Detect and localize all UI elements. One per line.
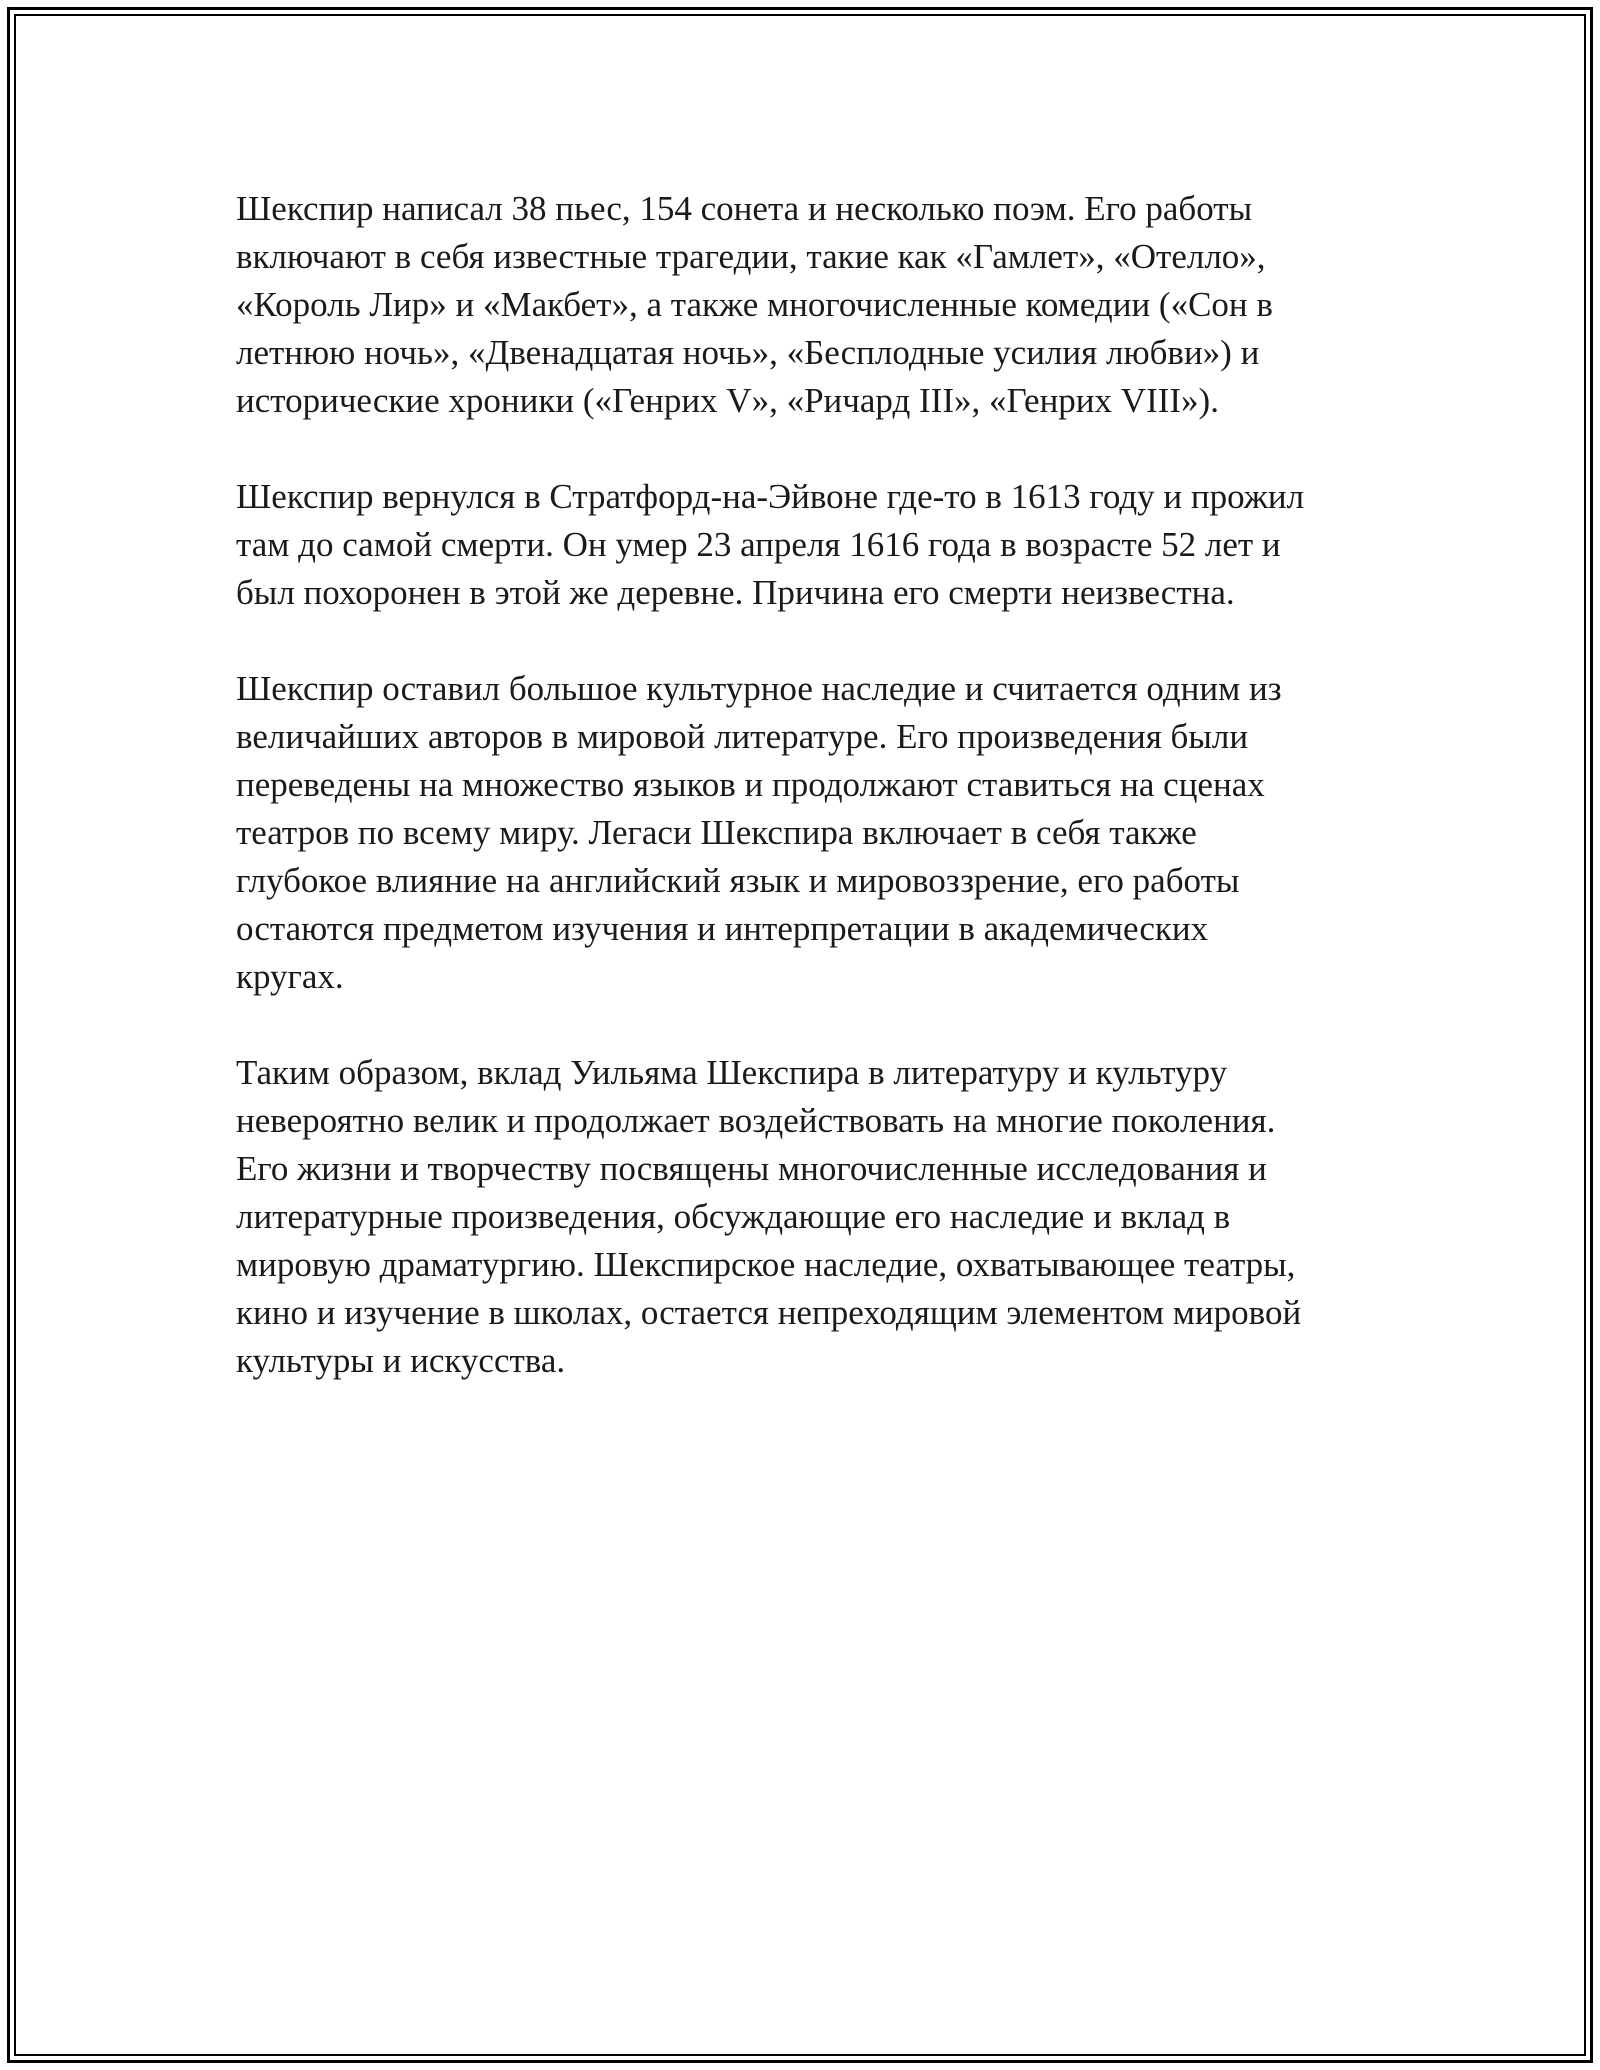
document-body (236, 185, 1376, 1433)
text-line: «Король Лир» и «Макбет», а также многочисленные комедии («Сон в (236, 285, 1273, 324)
paragraph-conclusion (236, 1049, 1376, 1385)
text-line: исторические хроники («Генрих V», «Ричард III», «Генрих VIII»). (236, 381, 1219, 420)
text-line: величайших авторов в мировой литературе. Его произведения были (236, 717, 1249, 756)
text-line: культуры и искусства. (236, 1341, 566, 1380)
text-line: кругах. (236, 957, 344, 996)
paragraph-legacy (236, 665, 1376, 1001)
text-line: остаются предметом изучения и интерпретации в академических (236, 909, 1209, 948)
text-line: там до самой смерти. Он умер 23 апреля 1616 года в возрасте 52 лет и (236, 525, 1281, 564)
text-line: кино и изучение в школах, остается непреходящим элементом мировой (236, 1293, 1302, 1332)
text-line: Шекспир вернулся в Стратфорд-на-Эйвоне где-то в 1613 году и прожил (236, 477, 1305, 516)
text-line: был похоронен в этой же деревне. Причина его смерти неизвестна. (236, 573, 1235, 612)
text-line: глубокое влияние на английский язык и мировоззрение, его работы (236, 861, 1240, 900)
text-line: Шекспир написал 38 пьес, 154 сонета и несколько поэм. Его работы (236, 189, 1253, 228)
text-line: театров по всему миру. Легаси Шекспира включает в себя также (236, 813, 1197, 852)
paragraph-later-life (236, 473, 1376, 617)
text-line: литературные произведения, обсуждающие его наследие и вклад в (236, 1197, 1231, 1236)
text-line: летнюю ночь», «Двенадцатая ночь», «Бесплодные усилия любви») и (236, 333, 1260, 372)
text-line: мировую драматургию. Шекспирское наследие, охватывающее театры, (236, 1245, 1296, 1284)
text-line: переведены на множество языков и продолжают ставиться на сценах (236, 765, 1265, 804)
text-line: Шекспир оставил большое культурное наследие и считается одним из (236, 669, 1282, 708)
text-line: Таким образом, вклад Уильяма Шекспира в литературу и культуру (236, 1053, 1228, 1092)
text-line: включают в себя известные трагедии, такие как «Гамлет», «Отелло», (236, 237, 1266, 276)
text-line: невероятно велик и продолжает воздействовать на многие поколения. (236, 1101, 1276, 1140)
text-line: Его жизни и творчеству посвящены многочисленные исследования и (236, 1149, 1267, 1188)
paragraph-works (236, 185, 1376, 425)
